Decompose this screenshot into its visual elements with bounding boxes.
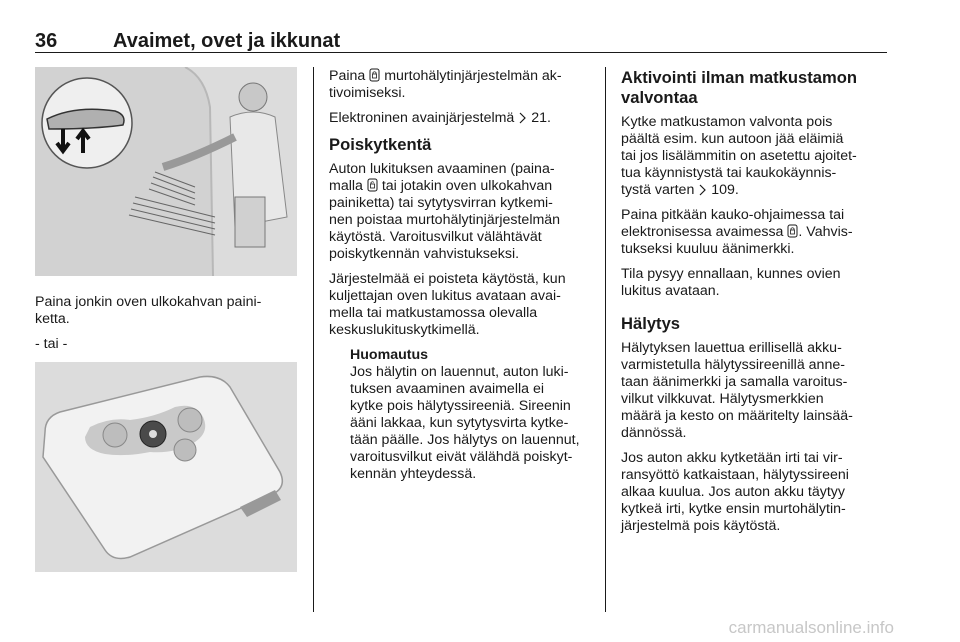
text: kytkeä irti, kytke ensin murtohälytin-: [621, 501, 846, 517]
caption-or: - tai -: [35, 336, 68, 352]
text: varmistetulla hälytyssireenillä anne-: [621, 357, 845, 373]
door-handle-illustration: [35, 67, 297, 276]
text: Paina: [329, 68, 366, 84]
door-handle-drawing: [35, 67, 297, 276]
caption-line: ketta.: [35, 311, 70, 327]
text: keskuslukituskytkimellä.: [329, 322, 480, 338]
text: . Vahvis-: [798, 224, 853, 240]
text: tai jotakin oven ulkokahvan: [381, 178, 553, 194]
caption-door-handle: [35, 294, 305, 328]
text: tuksen avaaminen avaimella ei: [350, 381, 545, 397]
page-reference-arrow-icon: [698, 184, 707, 196]
text: malla: [329, 178, 363, 194]
text: nen poistaa murtohälytinjärjestelmän: [329, 212, 561, 228]
text: määrä ja kesto on määritelty lainsää-: [621, 408, 853, 424]
text: Järjestelmää ei poisteta käytöstä, kun: [329, 271, 566, 287]
text: järjestelmä pois käytöstä.: [621, 518, 781, 534]
paragraph: [621, 450, 889, 535]
text: painiketta) tai sytytysvirran kytkemi-: [329, 195, 553, 211]
text: kuljettajan oven lukitus avataan avai-: [329, 288, 561, 304]
page-header: [35, 30, 887, 53]
text: tystä varten: [621, 182, 695, 198]
text: vilkut vilkkuvat. Hälytysmerkkien: [621, 391, 824, 407]
paragraph: [621, 340, 889, 442]
text: kytke pois hälytyssireeniä. Sireenin: [350, 398, 571, 414]
text: tua käynnistystä tai kaukokäynnis-: [621, 165, 837, 181]
note-box: [350, 347, 591, 483]
column-divider-right: [605, 67, 606, 612]
page-number: 36: [35, 30, 58, 52]
key-card-drawing: [35, 362, 297, 572]
section-heading-halytys: Hälytys: [621, 314, 681, 333]
text: mella tai matkustamossa olevalla: [329, 305, 538, 321]
paragraph: [621, 266, 889, 300]
text: 21.: [531, 110, 551, 126]
caption-line: Paina jonkin oven ulkokahvan paini-: [35, 294, 262, 310]
section-heading-poiskytkenta: Poiskytkentä: [329, 135, 432, 154]
text: tai jos lisälämmitin on asetettu ajoitet-: [621, 148, 857, 164]
text: lukitus avataan.: [621, 283, 720, 299]
text: tivoimiseksi.: [329, 85, 406, 101]
text: alkaa kuulua. Jos auton akku täytyy: [621, 484, 845, 500]
text: Auton lukituksen avaaminen (paina-: [329, 161, 555, 177]
paragraph: [329, 110, 591, 127]
unlock-button-icon: [367, 178, 378, 192]
page-title: Avaimet, ovet ja ikkunat: [113, 30, 341, 52]
text: 109.: [711, 182, 739, 198]
page-reference-arrow-icon: [518, 112, 527, 124]
text: murtohälytinjärjestelmän ak-: [384, 68, 562, 84]
text: käytöstä. Varoitusvilkut välähtävät: [329, 229, 542, 245]
text: Kytke matkustamon valvonta pois: [621, 114, 833, 130]
paragraph: [621, 207, 889, 258]
text: ääni lakkaa, kun sytytysvirta kytke-: [350, 415, 569, 431]
paragraph: [621, 114, 889, 199]
text: varoitusvilkut eivät välähdä poiskyt-: [350, 449, 573, 465]
text: tään päälle. Jos hälytys on lauennut,: [350, 432, 580, 448]
text: Elektroninen avainjärjestelmä: [329, 110, 515, 126]
text: ransyöttö katkaistaan, hälytyssireeni: [621, 467, 849, 483]
text: tukseksi kuuluu äänimerkki.: [621, 241, 795, 257]
text: Paina pitkään kauko-ohjaimessa tai: [621, 207, 845, 223]
text: Aktivointi ilman matkustamon: [621, 68, 858, 87]
text: dännössä.: [621, 425, 687, 441]
text: elektronisessa avaimessa: [621, 224, 784, 240]
text: Jos hälytin on lauennut, auton luki-: [350, 364, 569, 380]
middle-column: [329, 68, 591, 483]
paragraph: [329, 271, 591, 339]
text: taan äänimerkki ja samalla varoitus-: [621, 374, 848, 390]
note-heading: Huomautus: [350, 347, 429, 363]
lock-button-icon: [787, 224, 798, 238]
text: Tila pysyy ennallaan, kunnes ovien: [621, 266, 841, 282]
text: poiskytkennän vahvistukseksi.: [329, 246, 520, 262]
column-divider-left: [313, 67, 314, 612]
key-card-illustration: [35, 362, 297, 572]
text: Jos auton akku kytketään irti tai vir-: [621, 450, 843, 466]
paragraph: [329, 161, 591, 263]
right-column: [621, 68, 889, 543]
text: kennän yhteydessä.: [350, 466, 477, 482]
text: päältä esim. kun autoon jää eläimiä: [621, 131, 844, 147]
paragraph: [329, 68, 591, 102]
watermark[interactable]: carmanualsonline.info: [728, 618, 894, 637]
text: Hälytyksen lauettua erillisellä akku-: [621, 340, 842, 356]
lock-button-icon: [369, 68, 380, 82]
section-heading-aktivointi: [621, 68, 889, 108]
text: valvontaa: [621, 88, 698, 107]
note-text: [350, 364, 591, 483]
